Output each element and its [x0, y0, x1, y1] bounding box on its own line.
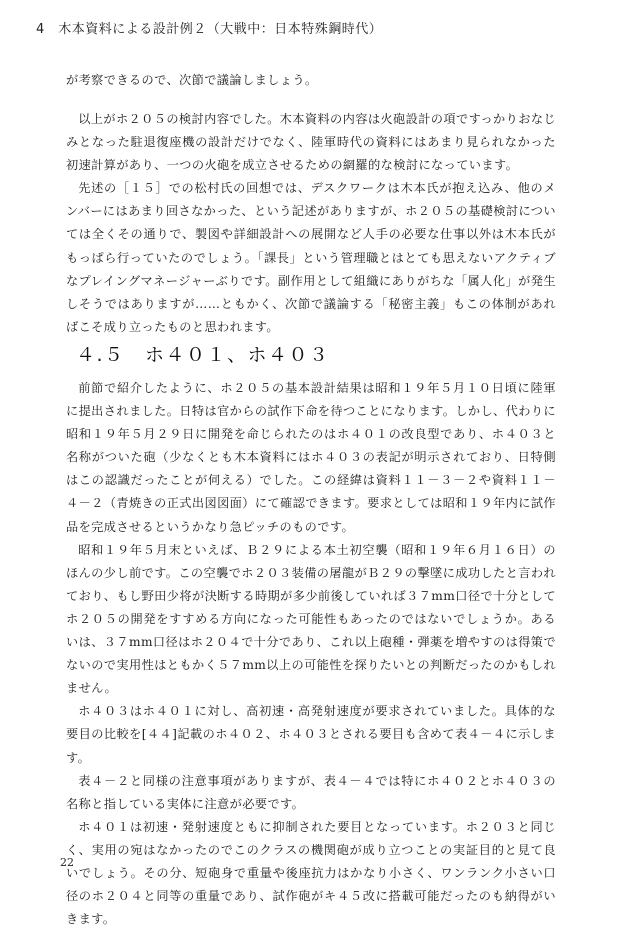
running-header: 4 木本資料による設計例２（大戦中：日本特殊鋼時代）	[36, 22, 383, 37]
paragraph: 前節で紹介したように、ホ２０５の基本設計結果は昭和１９年５月１０日頃に陸軍に提出されました。日特は官からの試作下命を待つことになります。しかし、代わりに昭和１９年５月２９日に開発を命じられたのはホ４０１の改良型であり、ホ４０３と名称がついた砲（少なくとも木本資料にはホ４０３の表記が明示されており、日特側はこの認識だったことが伺える）でした。この経緯は資料１１－３－２や資料１１－４－２（青焼きの正式出図図面）にて確認できます。要求としては昭和１９年内に試作品を完成させるというかなり急ピッチのものです。	[66, 381, 556, 534]
continued-text	[66, 69, 556, 92]
paragraph: ホ４０１は初速・発射速度ともに抑制された要目となっています。ホ２０３と同じく、実用の宛はなかったのでこのクラスの機関砲が成り立つことの実証目的と見て良いでしょう。その分、短砲身で重量や後座抗力はかなり小さく、ワンランク小さい口径のホ２０４と同等の重量であり、試作砲がキ４５改に搭載可能だったのも納得がいきます。	[66, 819, 556, 927]
section-heading: ４.５ ホ４０１、ホ４０３	[76, 344, 330, 366]
paragraph: 以上がホ２０５の検討内容でした。木本資料の内容は火砲設計の項ですっかりおなじみとなった駐退復座機の設計だけでなく、陸軍時代の資料にはあまり見られなかった初速計算があり、一つの火砲を成立させるための網羅的な検討になっています。	[66, 112, 556, 173]
paragraph: 昭和１９年５月末といえば、Ｂ２９による本土初空襲（昭和１９年６月１６日）のほんの少し前です。この空襲でホ２０３装備の屠龍がＢ２９の撃墜に成功したと言われており、もし野田少将が決断する時期が多少前後していれば３７mm口径で十分としてホ２０５の開発をすすめる方向になった可能性もあったのではないでしょうか。あるいは、３７mm口径はホ２０４で十分であり、これ以上砲種・弾薬を増やすのは得策でないので実用性はともかく５７mm以上の可能性を探りたいとの判断だったのかもしれません。	[66, 542, 556, 696]
paragraph: 表４－２と同様の注意事項がありますが、表４－４では特にホ４０２とホ４０３の名称と指している実体に注意が必要です。	[66, 773, 556, 811]
section-body	[66, 377, 556, 931]
page-number: 22	[60, 856, 74, 869]
paragraph: が考察できるので、次節で議論しましょう。	[66, 73, 318, 87]
paragraph: ホ４０３はホ４０１に対し、高初速・高発射速度が要求されていました。具体的な要目の比較を[４４]記載のホ４０２、ホ４０３とされる要目も含めて表４－４に示します。	[66, 704, 556, 765]
paragraph: 先述の［１５］での松村氏の回想では、デスクワークは木本氏が抱え込み、他のメンバーにはあまり回さなかった、という記述がありますが、ホ２０５の基礎検討については全くその通りで、製図や詳細設計への展開など人手の必要な仕事以外は木本氏がもっぱら行っていたのでしょう。「課長」という管理職とはとても思えないアクティブなプレイングマネージャーぶりです。副作用として組織にありがちな「属人化」が発生しそうではありますが……ともかく、次節で議論する「秘密主義」もこの体制があればこそ成り立ったものと思われます。	[66, 181, 556, 334]
summary-text	[66, 108, 556, 339]
